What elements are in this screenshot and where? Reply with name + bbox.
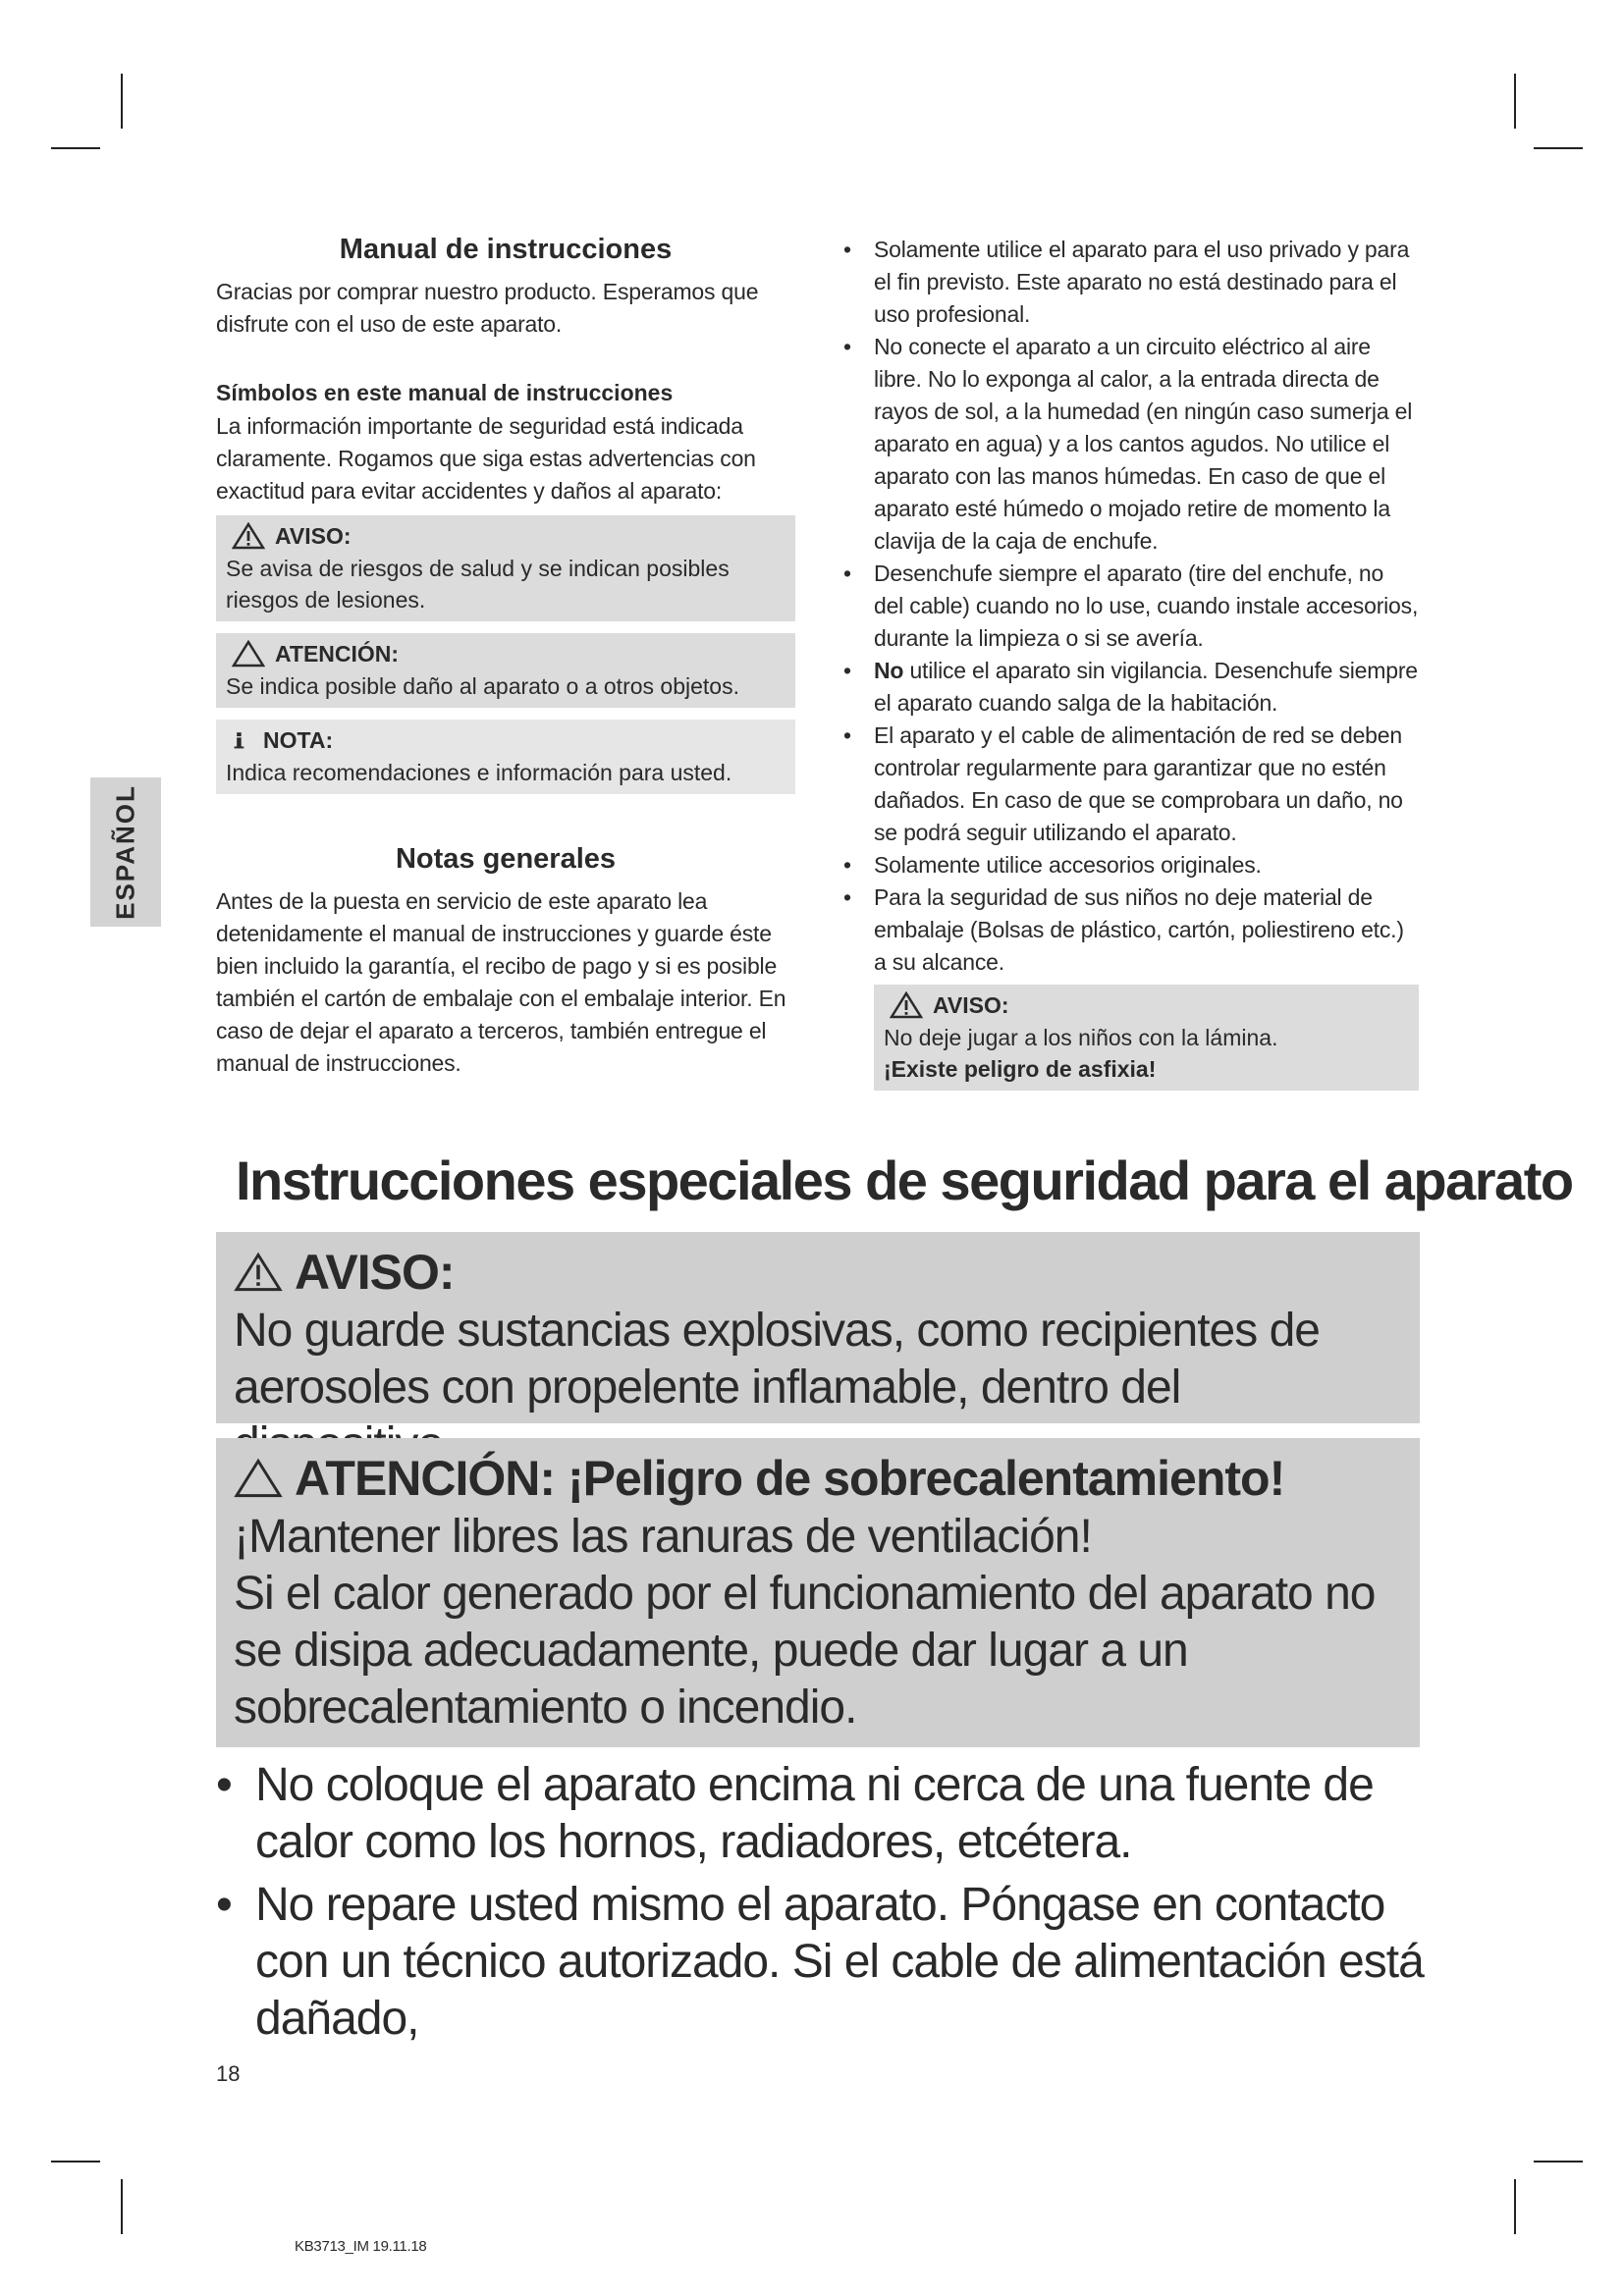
special-atencion-label: ATENCIÓN: ¡Peligro de sobrecalentamiento! (295, 1451, 1285, 1506)
info-icon (232, 726, 253, 754)
crop-mark (1534, 147, 1583, 149)
bold-no: No (874, 658, 904, 683)
language-tab (90, 777, 161, 927)
atencion-box (216, 633, 795, 708)
list-item: • Solamente utilice el aparato para el uso privado y para el fin previsto. Este aparato no está destinado para el uso profesional. (838, 234, 1419, 331)
general-notes-title: Notas generales (395, 843, 617, 875)
list-item: • El aparato y el cable de alimentación de red se deben controlar regularmente para garantizar que no estén dañados. En caso de que se comprobara un daño, no se podrá seguir utilizando el aparato. (838, 720, 1419, 849)
intro-text: Gracias por comprar nuestro producto. Esperamos que disfrute con el uso de este aparato. (216, 279, 759, 337)
right-column (838, 234, 1419, 1102)
list-item (838, 655, 1419, 720)
list-item: • No repare usted mismo el aparato. Póngase en contacto con un técnico autorizado. Si el cable de alimentación está dañado, (206, 1877, 1424, 2048)
page-number: 18 (216, 2061, 241, 2086)
crop-mark (121, 74, 123, 129)
symbols-text: La información importante de seguridad está indicada claramente. Rogamos que siga estas advertencias con exactitud para evitar accidentes y daños al aparato: (216, 413, 756, 504)
list-item: • Desenchufe siempre el aparato (tire del enchufe, no del cable) cuando no lo use, cuando instale accesorios, durante la limpieza o si se avería. (838, 558, 1419, 655)
nota-text: Indica recomendaciones e información para usted. (226, 760, 732, 785)
crop-mark (51, 2161, 100, 2163)
manual-title: Manual de instrucciones (339, 234, 673, 265)
aviso-label: AVISO: (933, 992, 1009, 1018)
nota-label: NOTA: (263, 727, 334, 753)
crop-mark (1514, 2179, 1516, 2234)
symbols-heading: Símbolos en este manual de instrucciones (216, 380, 674, 405)
warning-icon (232, 522, 265, 550)
list-item: • Solamente utilice accesorios originales. (838, 849, 1419, 881)
special-list (206, 1757, 1424, 2048)
safety-list (838, 234, 1419, 979)
warning-icon (234, 1251, 283, 1294)
aviso-text-bold: ¡Existe peligro de asfixia! (884, 1056, 1157, 1082)
aviso-label: AVISO: (275, 523, 352, 549)
special-aviso-text: No guarde sustancias explosivas, como recipientes de aerosoles con propelente inflamable, dentro del (234, 1305, 1320, 1414)
aviso-text: No deje jugar a los niños con la lámina. (884, 1025, 1278, 1050)
crop-mark (51, 147, 100, 149)
nota-box (216, 720, 795, 794)
language-tab-label: ESPAÑOL (110, 784, 140, 920)
special-atencion-line1: ¡Mantener libres las ranuras de ventilación! (234, 1511, 1092, 1563)
aviso-text: Se avisa de riesgos de salud y se indican posibles riesgos de lesiones. (226, 556, 730, 613)
caution-icon (234, 1457, 283, 1500)
warning-icon (890, 991, 923, 1019)
crop-mark (1514, 74, 1516, 129)
list-item-text: utilice el aparato sin vigilancia. Desenchufe siempre el aparato cuando salga de la habitación. (874, 658, 1418, 716)
caution-icon (232, 640, 265, 667)
atencion-label: ATENCIÓN: (275, 641, 400, 667)
list-item: • No coloque el aparato encima ni cerca de una fuente de calor como los hornos, radiadores, etcétera. (206, 1757, 1424, 1871)
list-item: • No conecte el aparato a un circuito eléctrico al aire libre. No lo exponga al calor, a la entrada directa de rayos de sol, a la humedad (en ningún caso sumerja el aparato en agua) y a los cantos agudos. No utilice el aparato con las manos húmedas. En caso de que el aparato esté húmedo o mojado retire de momento la clavija de la caja de enchufe. (838, 331, 1419, 558)
special-atencion-line2: Si el calor generado por el funcionamiento del aparato no se disipa adecuadamente, puede dar lugar a un sobrecalentamiento o incendio. (234, 1568, 1376, 1734)
special-aviso-label: AVISO: (295, 1245, 455, 1300)
aviso-box (216, 515, 795, 621)
footer-code: KB3713_IM 19.11.18 (295, 2238, 427, 2255)
left-column (216, 234, 795, 1080)
crop-mark (121, 2179, 123, 2234)
general-notes-text: Antes de la puesta en servicio de este aparato lea detenidamente el manual de instrucciones y guarde éste bien incluido la garantía, el recibo de pago y si es posible también el cartón de embalaje con el embalaje interior. En caso de dejar el aparato a terceros, también entregue el manual de instrucciones. (216, 888, 786, 1076)
atencion-text: Se indica posible daño al aparato o a otros objetos. (226, 673, 739, 699)
list-item: • Para la seguridad de sus niños no deje material de embalaje (Bolsas de plástico, cartón, poliestireno etc.) a su alcance. (838, 881, 1419, 979)
special-atencion-box (216, 1438, 1420, 1747)
special-instructions-title: Instrucciones especiales de seguridad para el aparato (236, 1149, 1573, 1211)
crop-mark (1534, 2161, 1583, 2163)
aviso-box-children (874, 985, 1419, 1091)
special-aviso-box (216, 1232, 1420, 1423)
